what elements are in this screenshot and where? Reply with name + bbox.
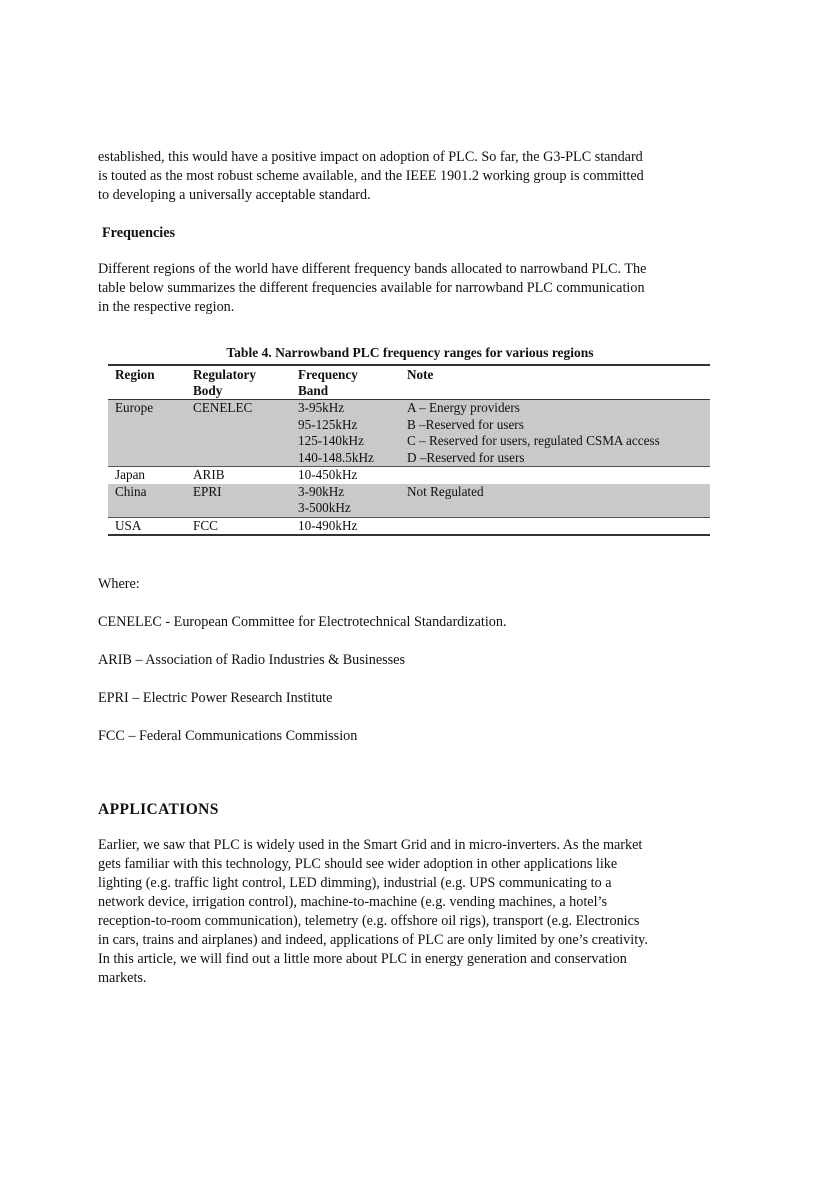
frequencies-section	[98, 225, 738, 317]
table-header-row	[108, 365, 710, 400]
cell-bands: 3-95kHz 95-125kHz 125-140kHz 140-148.5kHz	[291, 400, 400, 467]
cell-body: EPRI	[186, 484, 291, 518]
definition-item: EPRI – Electric Power Research Institute	[98, 690, 333, 706]
text-line: is touted as the most robust scheme available, and the IEEE 1901.2 working group is committed	[98, 168, 644, 184]
text-line: established, this would have a positive impact on adoption of PLC. So far, the G3-PLC standard	[98, 149, 643, 165]
cell-notes: A – Energy providers B –Reserved for users C – Reserved for users, regulated CSMA access D –Reserved for users	[400, 400, 710, 467]
text-line: reception-to-room communication), telemetry (e.g. offshore oil rigs), transport (e.g. Electronics	[98, 913, 640, 929]
cell-bands: 10-490kHz	[291, 517, 400, 535]
definitions-section	[98, 575, 738, 746]
text-line: table below summarizes the different frequencies available for narrowband PLC communication	[98, 280, 645, 296]
table-row	[108, 484, 710, 518]
applications-paragraph	[98, 836, 738, 988]
definition-item: ARIB – Association of Radio Industries & Businesses	[98, 652, 405, 668]
table-row	[108, 517, 710, 535]
header-note: Note	[400, 365, 710, 400]
cell-bands: 10-450kHz	[291, 467, 400, 484]
cell-notes	[400, 467, 710, 484]
text-line: In this article, we will find out a little more about PLC in energy generation and conservation	[98, 951, 627, 967]
intro-section	[98, 148, 738, 205]
cell-notes	[400, 517, 710, 535]
text-line: network device, irrigation control), machine-to-machine (e.g. vending machines, a hotel’s	[98, 894, 607, 910]
header-region: Region	[108, 365, 186, 400]
table-title: Table 4. Narrowband PLC frequency ranges for various regions	[226, 345, 594, 360]
cell-region: China	[108, 484, 186, 518]
table-row	[108, 467, 710, 484]
cell-region: Japan	[108, 467, 186, 484]
table-row	[108, 400, 710, 467]
cell-body: FCC	[186, 517, 291, 535]
header-frequency-band: Frequency Band	[291, 365, 400, 400]
cell-region: USA	[108, 517, 186, 535]
text-line: to developing a universally acceptable standard.	[98, 187, 371, 203]
text-line: lighting (e.g. traffic light control, LED dimming), industrial (e.g. UPS communicating to a	[98, 875, 612, 891]
definition-item: CENELEC - European Committee for Electrotechnical Standardization.	[98, 614, 507, 630]
applications-section	[98, 801, 738, 988]
text-line: in cars, trains and airplanes) and indeed, applications of PLC are only limited by one’s creativity.	[98, 932, 648, 948]
frequency-table	[108, 364, 710, 536]
text-line: in the respective region.	[98, 299, 235, 315]
frequency-table-figure	[108, 345, 712, 536]
cell-body: ARIB	[186, 467, 291, 484]
header-regulatory-body: Regulatory Body	[186, 365, 291, 400]
frequencies-paragraph	[98, 260, 738, 317]
intro-paragraph	[98, 148, 738, 205]
applications-heading: APPLICATIONS	[98, 801, 219, 818]
cell-region: Europe	[108, 400, 186, 467]
text-line: markets.	[98, 970, 147, 986]
text-line: Different regions of the world have different frequency bands allocated to narrowband PLC. The	[98, 261, 647, 277]
where-label: Where:	[98, 576, 140, 592]
cell-body: CENELEC	[186, 400, 291, 467]
cell-notes: Not Regulated	[400, 484, 710, 518]
definition-item: FCC – Federal Communications Commission	[98, 728, 358, 744]
text-line: gets familiar with this technology, PLC should see wider adoption in other applications like	[98, 856, 618, 872]
frequencies-heading: Frequencies	[102, 225, 176, 241]
cell-bands: 3-90kHz 3-500kHz	[291, 484, 400, 518]
text-line: Earlier, we saw that PLC is widely used in the Smart Grid and in micro-inverters. As the market	[98, 837, 643, 853]
